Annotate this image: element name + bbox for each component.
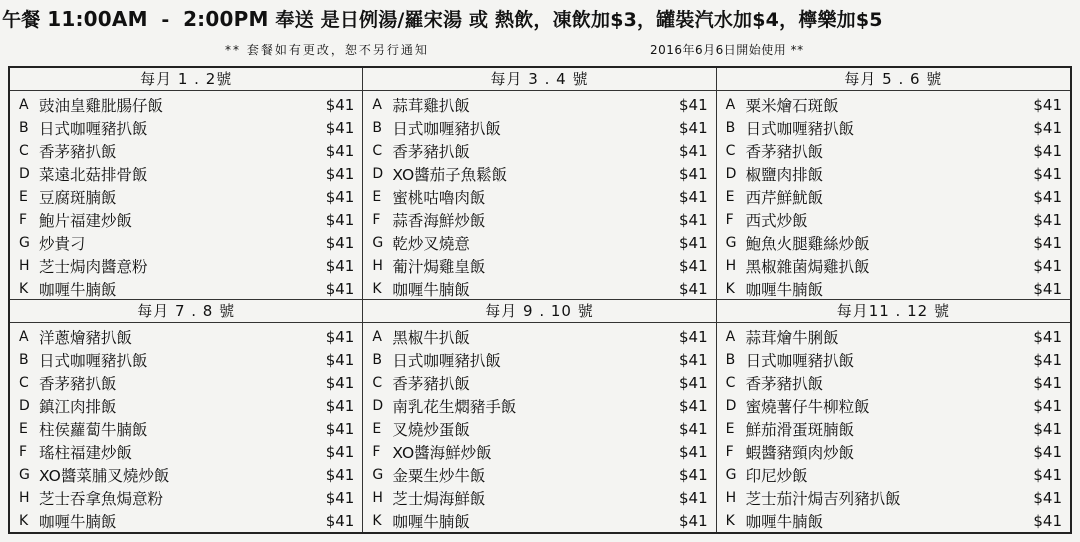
item-letter: E (19, 188, 28, 205)
item-name: 炒貴刁 (39, 234, 86, 253)
item-name: 日式咖喱豬扒飯 (745, 351, 855, 370)
item-letter: A (725, 328, 736, 345)
item-letter: D (725, 397, 737, 414)
time-start: 11:00AM (47, 7, 148, 31)
item-letter: D (725, 165, 737, 182)
notice-line (0, 41, 1080, 59)
menu-items (363, 91, 715, 300)
item-name: 鎮江肉排飯 (39, 397, 117, 416)
item-price: $41 (679, 488, 708, 507)
item-name: 瑤柱福建炒飯 (39, 443, 133, 462)
menu-panel (717, 68, 1070, 300)
item-name: 黑椒雜菌焗雞扒飯 (745, 257, 870, 276)
menu-item (372, 277, 707, 300)
item-name: 香茅豬扒飯 (39, 374, 117, 393)
menu-item (19, 162, 354, 185)
menu-item (726, 348, 1062, 371)
item-price: $41 (325, 396, 355, 415)
item-letter: E (372, 420, 382, 437)
menu-item (19, 277, 354, 300)
item-name: 蒜茸雞扒飯 (392, 96, 470, 115)
item-price: $41 (679, 164, 708, 183)
item-letter: D (372, 397, 384, 414)
item-letter: G (372, 466, 384, 483)
menu-item (372, 417, 707, 440)
item-name: 金粟生炒牛飯 (392, 466, 486, 485)
menu-item (19, 325, 354, 348)
menu-panel (717, 300, 1070, 532)
item-letter: H (372, 257, 383, 274)
menu-item (19, 417, 354, 440)
menu-item (19, 185, 354, 208)
item-name: 咖喱牛腩飯 (39, 280, 117, 299)
item-name: 咖喱牛腩飯 (392, 280, 470, 299)
panel-title: 每月 9 . 10 號 (363, 300, 715, 323)
item-price: $41 (679, 233, 708, 252)
offer-text: 奉送 是日例湯/羅宋湯 或 熱飲，凍飲加$3，罐裝汽水加$4，檸樂加$5 (275, 9, 883, 31)
menu-items (10, 91, 362, 300)
item-name: 南乳花生燜豬手飯 (392, 397, 517, 416)
item-price: $41 (679, 373, 708, 392)
menu-items (717, 323, 1070, 532)
menu-item (19, 139, 354, 162)
item-price: $41 (1033, 373, 1062, 392)
item-name: XO醬茄子魚鬆飯 (392, 165, 508, 184)
menu-item (19, 440, 354, 463)
item-name: 日式咖喱豬扒飯 (39, 119, 148, 138)
item-letter: D (19, 397, 30, 414)
item-letter: A (372, 96, 382, 113)
time-dash: - (161, 9, 170, 31)
menu-item (372, 93, 707, 116)
item-price: $41 (1033, 350, 1062, 369)
menu-item (726, 371, 1062, 394)
menu-item (726, 139, 1062, 162)
item-name: 黑椒牛扒飯 (392, 328, 470, 347)
item-letter: F (19, 211, 28, 228)
item-price: $41 (1033, 488, 1062, 507)
item-name: 洋蔥燴豬扒飯 (39, 328, 133, 347)
item-letter: G (725, 466, 737, 483)
item-letter: G (19, 234, 30, 251)
menu-item (372, 116, 707, 139)
item-name: 鮮茄滑蛋斑腩飯 (745, 420, 855, 439)
item-letter: A (372, 328, 382, 345)
item-price: $41 (679, 256, 708, 275)
item-price: $41 (325, 373, 355, 392)
item-price: $41 (1033, 164, 1062, 183)
item-name: 印尼炒飯 (745, 466, 808, 485)
item-price: $41 (679, 511, 708, 530)
item-price: $41 (1033, 141, 1062, 160)
menu-item (726, 93, 1062, 116)
menu-item (372, 231, 707, 254)
item-price: $41 (1033, 511, 1062, 530)
item-name: 椒鹽肉排飯 (745, 165, 824, 184)
item-letter: F (372, 443, 381, 460)
menu-item (372, 254, 707, 277)
menu-item (19, 509, 354, 532)
item-name: 叉燒炒蛋飯 (392, 420, 470, 439)
item-price: $41 (679, 141, 708, 160)
item-letter: C (19, 374, 29, 391)
item-name: 日式咖喱豬扒飯 (392, 351, 501, 370)
item-name: 菜遠北菇排骨飯 (39, 165, 148, 184)
menu-item (726, 486, 1062, 509)
item-price: $41 (325, 442, 355, 461)
panel-title: 每月 7 . 8 號 (10, 300, 362, 323)
panel-title: 每月 1 . 2號 (10, 68, 362, 91)
item-price: $41 (325, 141, 355, 160)
menu-panel (363, 68, 716, 300)
item-price: $41 (325, 95, 355, 114)
item-price: $41 (1033, 256, 1062, 275)
item-price: $41 (325, 210, 355, 229)
item-price: $41 (325, 118, 355, 137)
item-letter: H (725, 257, 737, 274)
menu-item (726, 277, 1062, 300)
meal-label: 午餐 (2, 9, 41, 31)
menu-item (19, 463, 354, 486)
item-name: 豉油皇雞肶腸仔飯 (39, 96, 164, 115)
item-name: 日式咖喱豬扒飯 (392, 119, 501, 138)
item-letter: D (372, 165, 384, 182)
item-name: 咖喱牛腩飯 (39, 512, 117, 531)
item-name: 蜜桃咕嚕肉飯 (392, 188, 486, 207)
item-letter: B (725, 119, 736, 136)
item-name: 蜜燒薯仔牛柳粒飯 (745, 397, 870, 416)
item-letter: C (372, 142, 383, 159)
item-price: $41 (325, 511, 355, 530)
item-letter: K (725, 512, 735, 529)
menu-item (726, 208, 1062, 231)
item-letter: K (725, 280, 735, 297)
item-name: 香茅豬扒飯 (745, 374, 824, 393)
item-name: 豆腐斑腩飯 (39, 188, 117, 207)
effective-date: 2016年6月6日開始使用 ** (650, 43, 804, 57)
menu-item (372, 486, 707, 509)
panel-title: 每月 3 . 4 號 (363, 68, 715, 91)
menu-item (372, 162, 707, 185)
item-letter: E (19, 420, 28, 437)
item-price: $41 (1033, 233, 1062, 252)
item-letter: F (19, 443, 28, 460)
item-price: $41 (325, 327, 355, 346)
item-letter: E (372, 188, 382, 205)
menu-item (726, 440, 1062, 463)
item-letter: G (19, 466, 30, 483)
item-name: 芝士焗海鮮飯 (392, 489, 486, 508)
item-price: $41 (325, 256, 355, 275)
menu-panel (10, 68, 363, 300)
menu-item (726, 116, 1062, 139)
item-price: $41 (679, 396, 708, 415)
item-price: $41 (679, 210, 708, 229)
item-letter: C (19, 142, 29, 159)
item-price: $41 (1033, 442, 1062, 461)
menu-panel (10, 300, 363, 532)
menu-item (372, 325, 707, 348)
item-name: 蝦醬豬頸肉炒飯 (745, 443, 855, 462)
item-name: 芝士茄汁焗吉列豬扒飯 (745, 489, 901, 508)
item-price: $41 (679, 187, 708, 206)
menu-item (19, 348, 354, 371)
item-letter: K (372, 512, 382, 529)
item-letter: H (19, 257, 30, 274)
item-letter: K (19, 280, 29, 297)
item-name: XO醬菜脯叉燒炒飯 (39, 466, 170, 485)
item-price: $41 (679, 118, 708, 137)
menu-item (19, 486, 354, 509)
item-name: 咖喱牛腩飯 (392, 512, 470, 531)
item-letter: G (372, 234, 384, 251)
menu-item (726, 325, 1062, 348)
item-name: 咖喱牛腩飯 (745, 512, 824, 531)
item-letter: G (725, 234, 737, 251)
menu-item (372, 139, 707, 162)
item-name: 日式咖喱豬扒飯 (39, 351, 148, 370)
item-price: $41 (325, 164, 355, 183)
item-name: 葡汁焗雞皇飯 (392, 257, 486, 276)
menu-item (19, 208, 354, 231)
item-price: $41 (325, 465, 355, 484)
item-name: 香茅豬扒飯 (745, 142, 824, 161)
item-name: 日式咖喱豬扒飯 (745, 119, 855, 138)
item-letter: C (372, 374, 383, 391)
item-letter: F (725, 211, 734, 228)
menu-item (19, 394, 354, 417)
item-price: $41 (679, 279, 708, 298)
menu-items (10, 323, 362, 532)
item-price: $41 (1033, 419, 1062, 438)
lunch-header (2, 2, 1078, 36)
menu-items (717, 91, 1070, 300)
item-name: 蒜香海鮮炒飯 (392, 211, 486, 230)
item-letter: B (372, 351, 382, 368)
item-letter: B (725, 351, 736, 368)
menu-item (726, 231, 1062, 254)
item-name: 西式炒飯 (745, 211, 808, 230)
item-price: $41 (1033, 118, 1062, 137)
item-letter: B (19, 119, 29, 136)
menu-item (19, 231, 354, 254)
menu-item (372, 394, 707, 417)
item-letter: K (19, 512, 29, 529)
item-name: 粟米燴石斑飯 (745, 96, 839, 115)
menu-item (372, 509, 707, 532)
menu-item (726, 254, 1062, 277)
item-name: 芝士焗肉醬意粉 (39, 257, 148, 276)
item-price: $41 (1033, 396, 1062, 415)
item-price: $41 (1033, 465, 1062, 484)
menu-item (19, 93, 354, 116)
item-name: 乾炒叉燒意 (392, 234, 470, 253)
item-price: $41 (325, 233, 355, 252)
item-price: $41 (1033, 210, 1062, 229)
item-name: 蒜茸燴牛脷飯 (745, 328, 839, 347)
item-letter: C (725, 142, 736, 159)
item-price: $41 (325, 488, 355, 507)
time-end: 2:00PM (183, 7, 269, 31)
item-letter: B (19, 351, 29, 368)
menu-item (372, 208, 707, 231)
menu-panel (363, 300, 716, 532)
menu-item (19, 254, 354, 277)
item-letter: E (725, 188, 735, 205)
item-name: 西芹鮮魷飯 (745, 188, 824, 207)
panel-title: 每月 5 . 6 號 (717, 68, 1070, 91)
item-letter: H (372, 489, 383, 506)
change-notice: ** 套餐如有更改，恕不另行通知 (225, 43, 429, 57)
menu-item (372, 463, 707, 486)
item-name: 香茅豬扒飯 (39, 142, 117, 161)
item-name: 香茅豬扒飯 (392, 374, 470, 393)
menu-item (372, 185, 707, 208)
item-letter: D (19, 165, 30, 182)
item-price: $41 (325, 279, 355, 298)
menu-item (19, 116, 354, 139)
item-name: 鮑片福建炒飯 (39, 211, 133, 230)
item-letter: E (725, 420, 735, 437)
item-letter: A (19, 328, 29, 345)
item-letter: H (725, 489, 737, 506)
menu-item (726, 162, 1062, 185)
item-price: $41 (325, 419, 355, 438)
item-name: XO醬海鮮炒飯 (392, 443, 492, 462)
item-price: $41 (679, 442, 708, 461)
item-price: $41 (679, 95, 708, 114)
item-name: 芝士吞拿魚焗意粉 (39, 489, 164, 508)
menu-item (726, 394, 1062, 417)
menu-items (363, 323, 715, 532)
menu-item (372, 440, 707, 463)
item-name: 咖喱牛腩飯 (745, 280, 824, 299)
item-price: $41 (325, 350, 355, 369)
menu-item (19, 371, 354, 394)
menu-item (372, 348, 707, 371)
item-letter: F (725, 443, 734, 460)
item-price: $41 (1033, 187, 1062, 206)
item-price: $41 (679, 419, 708, 438)
item-letter: K (372, 280, 382, 297)
panel-title: 每月11 . 12 號 (717, 300, 1070, 323)
item-price: $41 (1033, 327, 1062, 346)
menu-item (726, 509, 1062, 532)
item-price: $41 (1033, 95, 1062, 114)
menu-item (726, 463, 1062, 486)
item-name: 香茅豬扒飯 (392, 142, 470, 161)
item-letter: A (725, 96, 736, 113)
item-letter: F (372, 211, 381, 228)
item-price: $41 (679, 465, 708, 484)
menu-item (372, 371, 707, 394)
menu-item (726, 417, 1062, 440)
item-price: $41 (679, 350, 708, 369)
item-name: 柱侯蘿蔔牛腩飯 (39, 420, 148, 439)
item-name: 鮑魚火腿雞絲炒飯 (745, 234, 870, 253)
item-letter: B (372, 119, 382, 136)
item-letter: H (19, 489, 30, 506)
menu-grid (8, 66, 1072, 534)
item-price: $41 (679, 327, 708, 346)
item-letter: C (725, 374, 736, 391)
item-price: $41 (325, 187, 355, 206)
item-price: $41 (1033, 279, 1062, 298)
item-letter: A (19, 96, 29, 113)
menu-item (726, 185, 1062, 208)
